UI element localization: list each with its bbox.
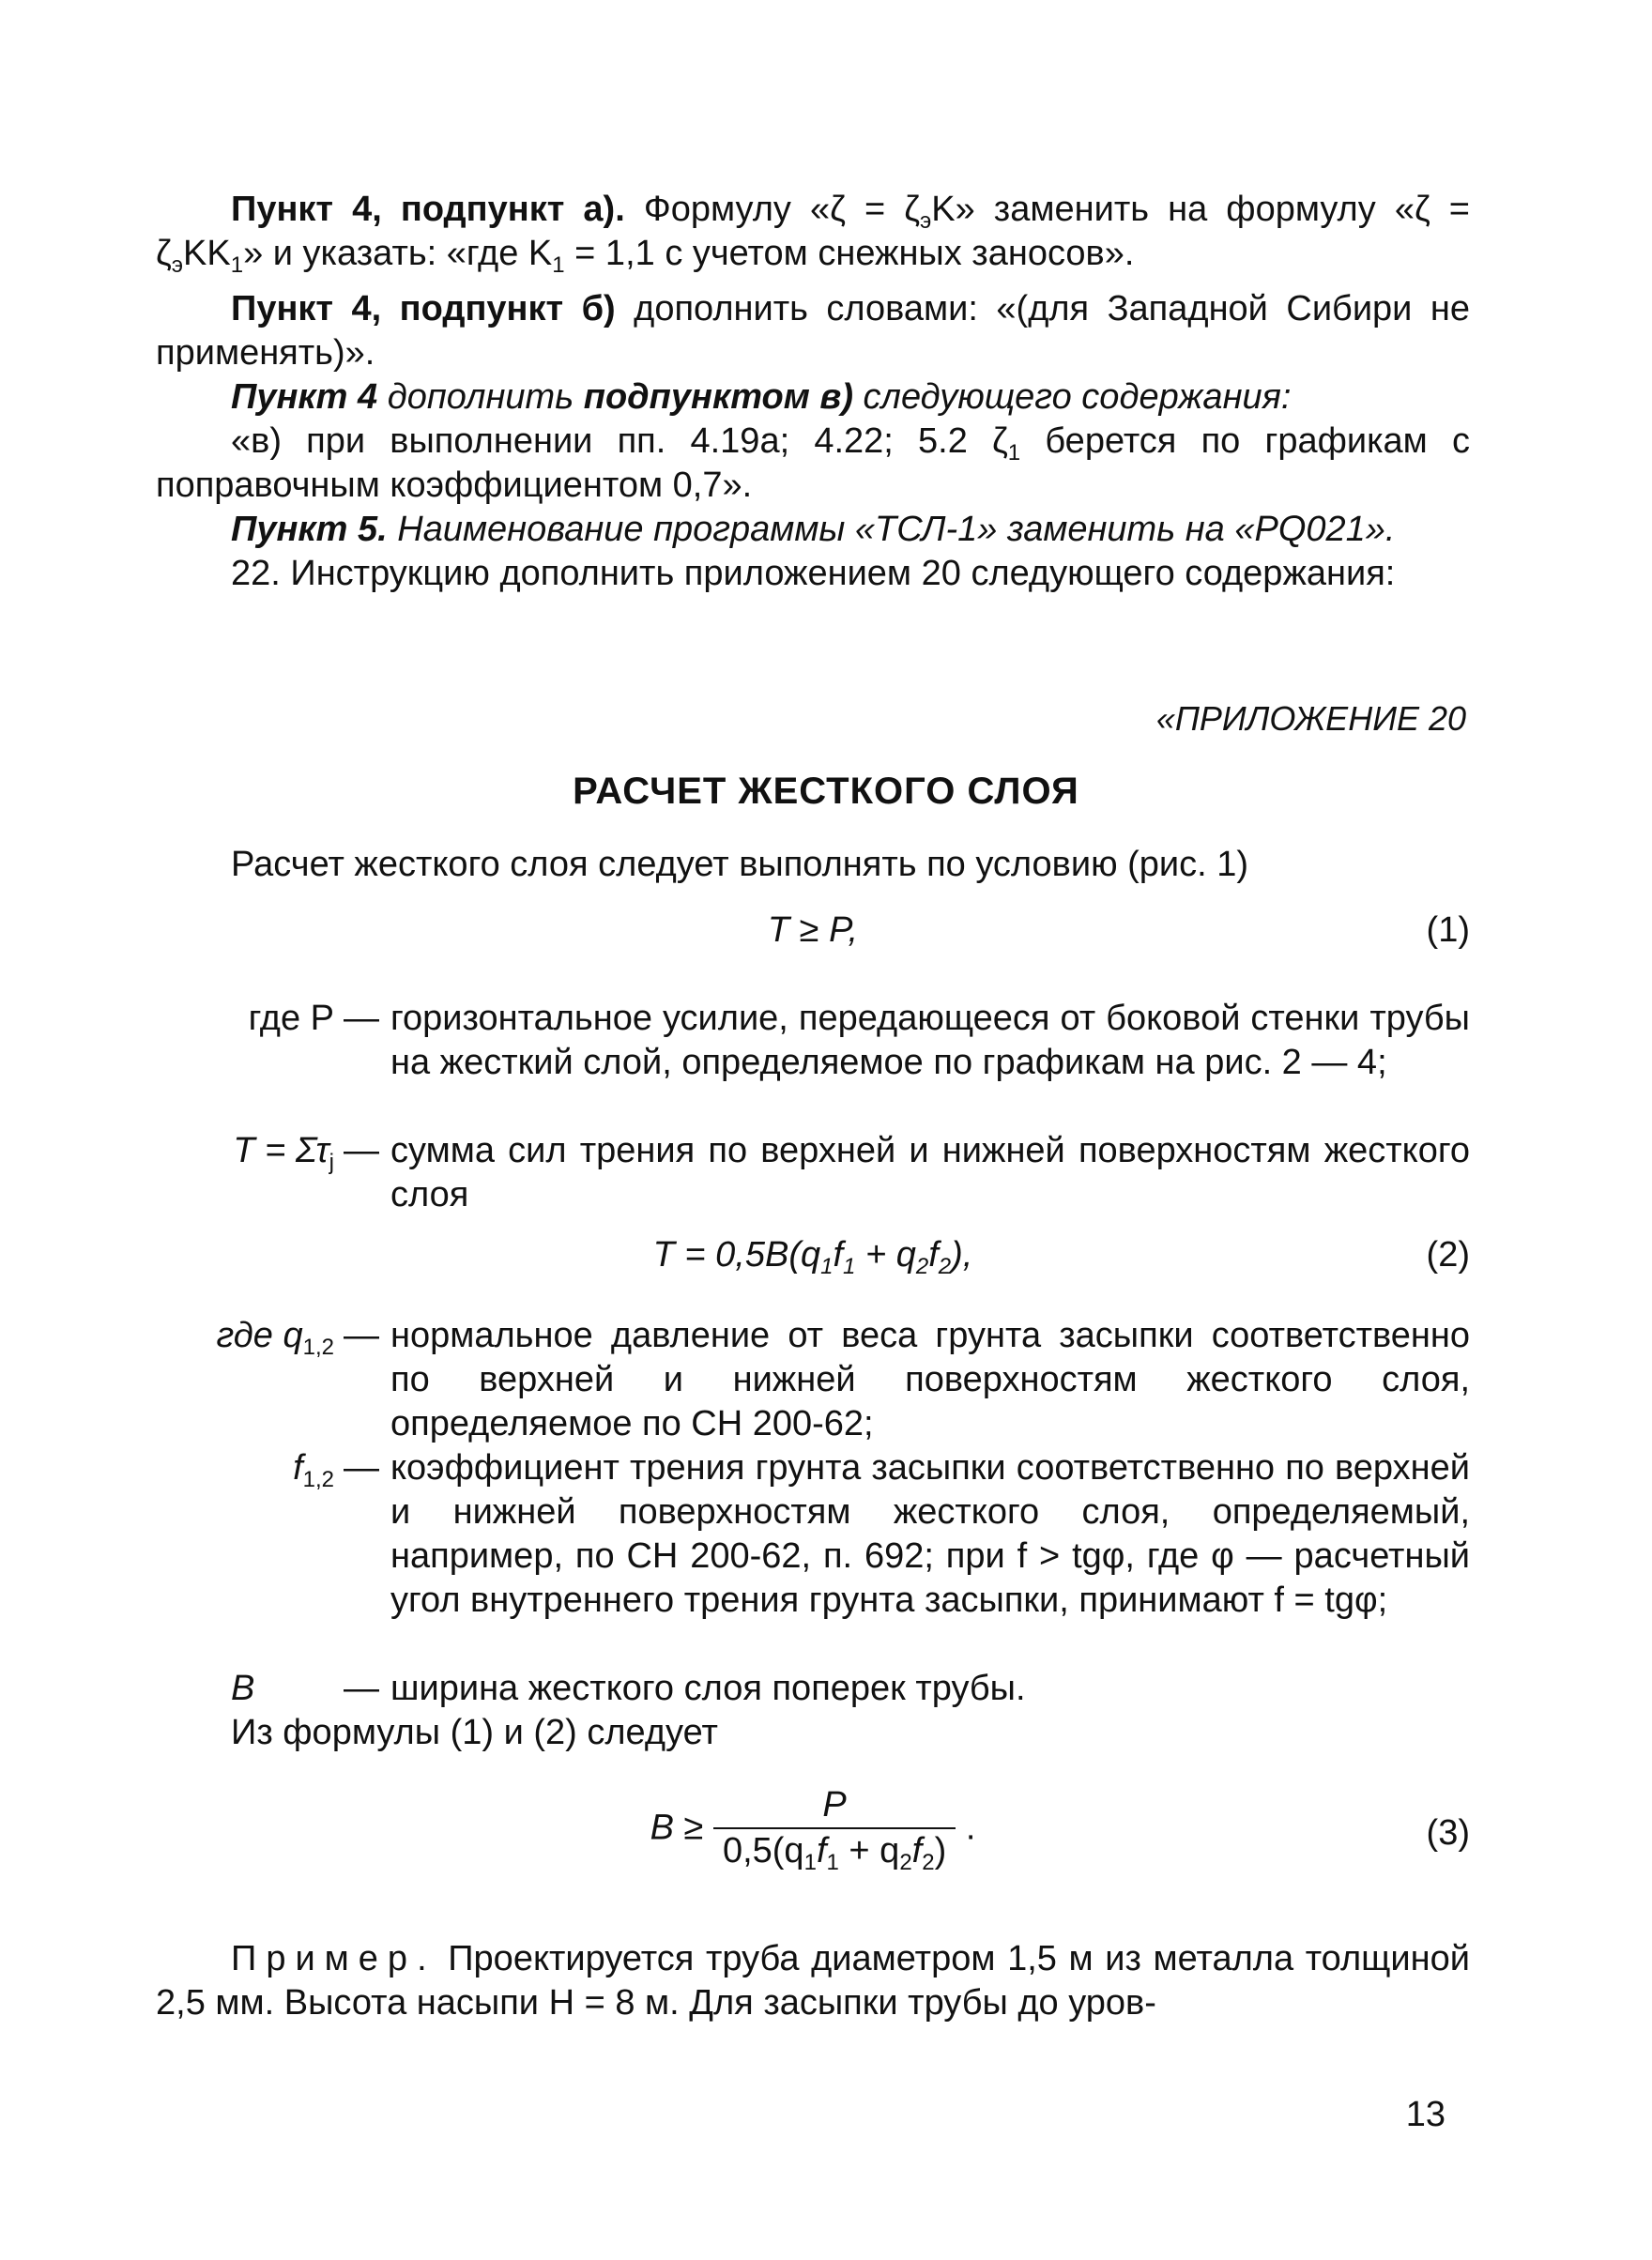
definition-q-symbol	[156, 1314, 334, 1358]
definition-f	[156, 1446, 1470, 1667]
subscript: 2	[915, 1254, 929, 1279]
punkt4b-lead: Пункт 4, подпункт б)	[231, 289, 616, 328]
eq-part: f	[833, 1235, 844, 1275]
subscript: э	[919, 208, 932, 234]
appendix-label: «ПРИЛОЖЕНИЕ 20	[1155, 699, 1466, 738]
definition-p-symbol: где P	[248, 999, 334, 1038]
definition-b-text: ширина жесткого слоя поперек трубы.	[390, 1669, 1026, 1708]
definition-dash: —	[344, 999, 379, 1038]
definition-dash: —	[344, 1448, 379, 1488]
definition-dash: —	[344, 1316, 379, 1355]
subscript: 1	[826, 1850, 839, 1875]
subscript: 2	[899, 1850, 912, 1875]
eq-part: T = 0,5B(q	[652, 1235, 821, 1275]
definition-q-text: нормальное давление от веса грунта засыпки соответственно по верхней и нижней поверхностям жесткого слоя, определяемое по СН 200-62;	[390, 1316, 1470, 1443]
subscript: 1	[843, 1254, 856, 1279]
punkt4v-text: «в) при выполнении пп. 4.19а; 4.22; 5.2 ζ	[231, 421, 1008, 461]
subscript: j	[329, 1150, 334, 1175]
equation-1-expression: T ≥ P,	[767, 910, 859, 950]
definition-b-symbol	[231, 1667, 409, 1711]
equation-3-number: (3)	[1426, 1813, 1470, 1853]
punkt4a-text: = 1,1 с учетом снежных заносов».	[564, 234, 1135, 273]
definition-dash: —	[344, 1669, 379, 1708]
subscript: 1	[820, 1254, 834, 1279]
subscript: 1,2	[302, 1335, 334, 1360]
punkt4a-lead: Пункт 4, подпункт а).	[231, 190, 625, 229]
subscript: 2	[922, 1850, 935, 1875]
equation-2-number: (2)	[1426, 1235, 1470, 1275]
punkt4a-text: K» заменить на формулу «ζ = ζ	[156, 190, 1470, 273]
definition-q-symbol-text: где q	[216, 1316, 303, 1355]
punkt4a-text: » и указать: «где K	[243, 234, 553, 273]
subscript: 1	[1007, 440, 1021, 466]
punkt4-text: дополнить	[377, 377, 584, 417]
eq-part: 0,5(q	[722, 1831, 804, 1871]
subscript: э	[171, 252, 184, 278]
punkt4-text: следующего содержания:	[852, 377, 1292, 417]
subscript: 1	[803, 1850, 817, 1875]
punkt4a-text: Формулу «ζ = ζ	[624, 190, 920, 229]
definition-f-text: коэффициент трения грунта засыпки соответственно по верхней и нижней поверхностям жесткого слоя, определяемый, например, по СН 200-62, п. 692; при f > tgφ, где φ — расчетный угол внутреннего трения грунта засыпки, принимают f = tgφ;	[390, 1448, 1470, 1620]
follows-text: Из формулы (1) и (2) следует	[231, 1713, 718, 1752]
paragraph-punkt4a	[156, 188, 1470, 276]
eq-part: )	[934, 1831, 947, 1871]
equation-3-lhs: B ≥	[650, 1808, 704, 1848]
punkt5-lead: Пункт 5.	[231, 510, 388, 549]
subscript: 1	[230, 252, 244, 278]
subscript: 2	[938, 1254, 952, 1279]
equation-3-numerator: P	[713, 1783, 956, 1829]
equation-2	[156, 1233, 1470, 1280]
page-number: 13	[1405, 2095, 1446, 2134]
punkt4-bold: подпунктом в)	[583, 377, 853, 417]
definition-b	[156, 1667, 1470, 1711]
definition-p	[156, 997, 1470, 1129]
punkt4b-text: дополнить словами: «(для Западной Сибири не применять)».	[156, 289, 1470, 373]
paragraph-22-text: 22. Инструкцию дополнить приложением 20 следующего содержания:	[231, 554, 1396, 593]
equation-3-denominator	[713, 1829, 956, 1873]
subscript: 1	[552, 252, 565, 278]
definition-dash: —	[344, 1131, 379, 1170]
paragraph-punkt4b	[156, 287, 1470, 375]
punkt4-lead: Пункт 4	[231, 377, 378, 417]
intro-paragraph	[156, 843, 1470, 887]
eq-part: f	[816, 1831, 827, 1871]
punkt4a-text: KK	[183, 234, 231, 273]
eq-part: ),	[951, 1235, 973, 1275]
equation-3	[156, 1783, 1470, 1886]
paragraph-22	[156, 552, 1470, 596]
definition-q	[156, 1314, 1470, 1446]
eq-part: + q	[838, 1831, 900, 1871]
definition-t-symbol-text: T = Στ	[233, 1131, 329, 1170]
eq-part: + q	[855, 1235, 916, 1275]
paragraph-punkt4	[156, 375, 1470, 420]
equation-1-number: (1)	[1426, 910, 1470, 950]
definition-b-symbol-text: B	[231, 1669, 255, 1708]
example-text: Проектируется труба диаметром 1,5 м из металла толщиной 2,5 мм. Высота насыпи H = 8 м. Для засыпки трубы до уров-	[156, 1939, 1470, 2023]
subscript: 1,2	[302, 1467, 334, 1492]
example-label: Пример.	[231, 1939, 436, 1978]
punkt5-text: Наименование программы «ТСЛ-1» заменить на «PQ021».	[387, 510, 1396, 549]
eq-part: f	[928, 1235, 939, 1275]
definition-f-symbol-text: f	[293, 1448, 303, 1488]
definition-p-text: горизонтальное усилие, передающееся от боковой стенки трубы на жесткий слой, определяемое по графикам на рис. 2 — 4;	[390, 999, 1470, 1082]
intro-text: Расчет жесткого слоя следует выполнять по условию (рис. 1)	[231, 845, 1249, 884]
follows-paragraph	[156, 1711, 1470, 1755]
paragraph-punkt4v	[156, 420, 1470, 508]
punkt4v-text: берется по графикам с поправочным коэффициентом 0,7».	[156, 421, 1470, 505]
definition-t-symbol	[156, 1129, 334, 1173]
equation-2-expression	[156, 1233, 1470, 1277]
example-paragraph	[156, 1937, 1470, 2025]
definition-f-symbol	[156, 1446, 334, 1490]
section-title: РАСЧЕТ ЖЕСТКОГО СЛОЯ	[573, 771, 1079, 812]
definition-t-text: сумма сил трения по верхней и нижней поверхностям жесткого слоя	[390, 1131, 1470, 1214]
definition-t	[156, 1129, 1470, 1217]
equation-3-fraction	[713, 1783, 956, 1873]
equation-1	[156, 909, 1470, 955]
paragraph-punkt5	[156, 508, 1470, 552]
eq-part: f	[911, 1831, 923, 1871]
equation-3-tail: .	[965, 1808, 976, 1848]
